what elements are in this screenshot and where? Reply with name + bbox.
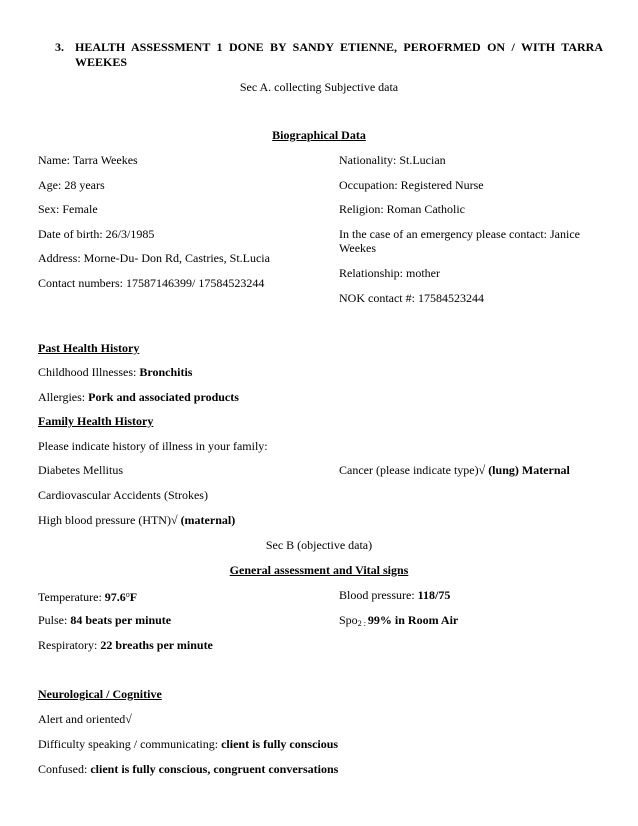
allergies-label: Allergies: — [38, 390, 89, 404]
bp-label: Blood pressure: — [339, 588, 418, 602]
past-history-title: Past Health History — [38, 341, 140, 355]
neuro-speaking — [38, 737, 338, 751]
vital-pulse — [38, 613, 171, 627]
temp-label: Temperature: — [38, 590, 105, 604]
assessment-title: HEALTH ASSESSMENT 1 DONE BY SANDY ETIENNE, PEROFRMED ON / WITH TARRA WEEKES — [75, 40, 603, 69]
spo-separator: : — [361, 619, 368, 628]
bio-name: Name: Tarra Weekes — [38, 153, 138, 167]
confused-value: client is fully conscious, congruent conversations — [90, 762, 339, 776]
vitals-title: General assessment and Vital signs — [229, 563, 409, 577]
speaking-label: Difficulty speaking / communicating: — [38, 737, 222, 751]
temp-value: 97.6 — [104, 590, 126, 604]
allergies-value: Pork and associated products — [88, 390, 239, 404]
family-htn — [38, 513, 235, 527]
childhood-illnesses — [38, 365, 192, 379]
sec-b-label: Sec B (objective data) — [265, 538, 373, 552]
bio-address: Address: Morne-Du- Don Rd, Castries, St.Lucia — [38, 251, 270, 265]
resp-value: 22 breaths per minute — [100, 638, 213, 652]
family-diabetes: Diabetes Mellitus — [38, 463, 123, 477]
bio-religion: Religion: Roman Catholic — [339, 202, 465, 216]
bio-dob: Date of birth: 26/3/1985 — [38, 227, 155, 241]
neuro-title: Neurological / Cognitive — [38, 687, 162, 701]
htn-value: (maternal) — [180, 513, 236, 527]
speaking-value: client is fully conscious — [221, 737, 339, 751]
vital-temperature — [38, 588, 137, 604]
bio-nok-contact: NOK contact #: 17584523244 — [339, 291, 484, 305]
vital-blood-pressure — [339, 588, 450, 602]
section-number: 3. — [55, 40, 64, 54]
spo-value: 99% in Room Air — [367, 613, 459, 627]
resp-label: Respiratory: — [38, 638, 101, 652]
family-history-title: Family Health History — [38, 414, 154, 428]
confused-label: Confused: — [38, 762, 91, 776]
allergies — [38, 390, 239, 404]
spo-label: Spo — [339, 613, 358, 627]
vital-respiratory — [38, 638, 213, 652]
family-cancer — [339, 463, 570, 477]
htn-label: High blood pressure (HTN)√ — [38, 513, 181, 527]
pulse-value: 84 beats per minute — [70, 613, 172, 627]
pulse-label: Pulse: — [38, 613, 71, 627]
family-cva: Cardiovascular Accidents (Strokes) — [38, 488, 208, 502]
bio-emergency-contact: In the case of an emergency please contact: Janice Weekes — [339, 227, 580, 255]
neuro-alert: Alert and oriented√ — [38, 712, 132, 726]
cancer-label: Cancer (please indicate type)√ — [339, 463, 489, 477]
spo-subscript: 2 — [357, 619, 362, 628]
family-history-prompt: Please indicate history of illness in your family: — [38, 439, 268, 453]
bp-value: 118/75 — [417, 588, 451, 602]
bio-contact: Contact numbers: 17587146399/ 17584523244 — [38, 276, 265, 290]
bio-age: Age: 28 years — [38, 178, 105, 192]
vital-spo2 — [339, 613, 458, 631]
temp-unit: F — [129, 590, 138, 604]
bio-occupation: Occupation: Registered Nurse — [339, 178, 484, 192]
cancer-value: (lung) Maternal — [488, 463, 570, 477]
childhood-value: Bronchitis — [139, 365, 193, 379]
neuro-confused — [38, 762, 338, 776]
temp-degree: o — [125, 590, 130, 599]
biographical-title: Biographical Data — [272, 128, 366, 142]
bio-nationality: Nationality: St.Lucian — [339, 153, 446, 167]
bio-sex: Sex: Female — [38, 202, 98, 216]
bio-relationship: Relationship: mother — [339, 266, 440, 280]
sec-a-label: Sec A. collecting Subjective data — [239, 80, 399, 94]
childhood-label: Childhood Illnesses: — [38, 365, 140, 379]
